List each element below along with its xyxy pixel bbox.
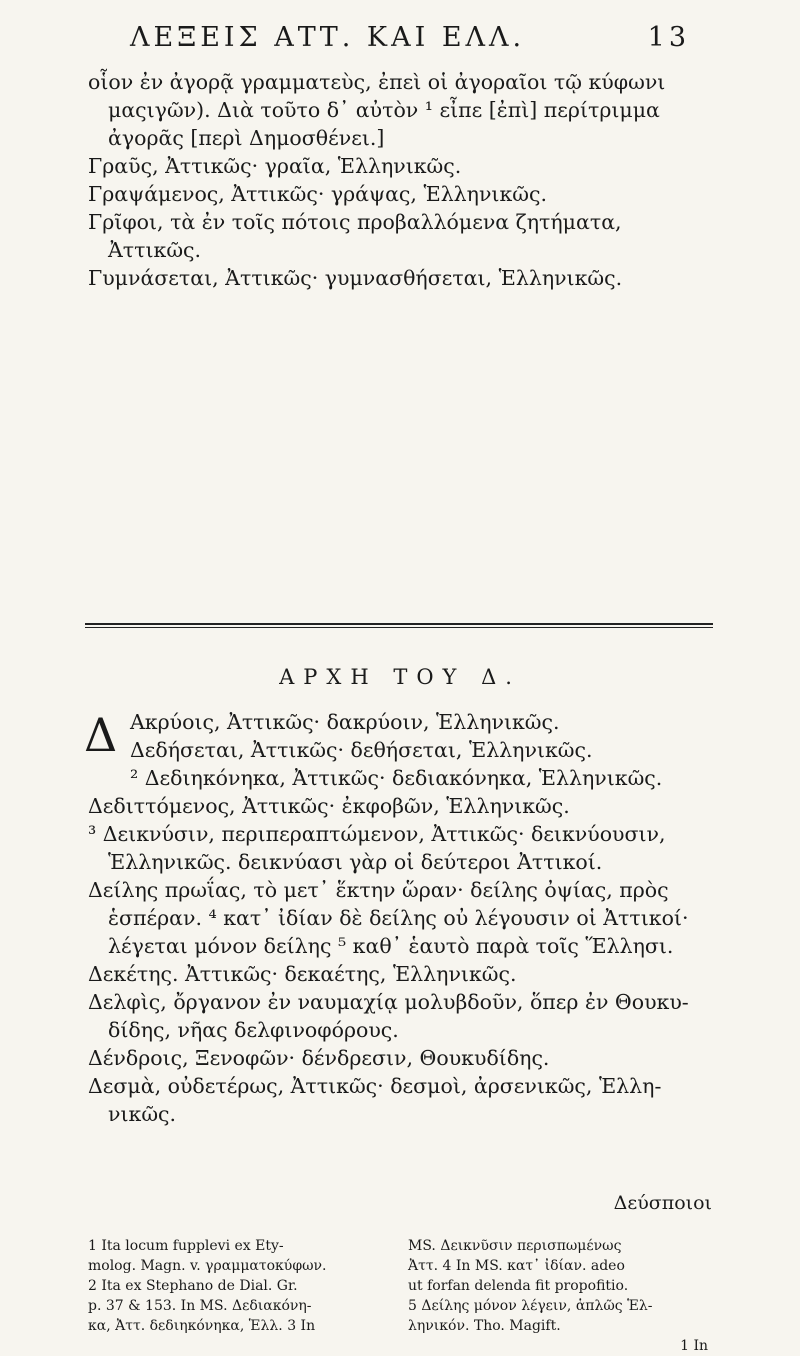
entry-line: ἀγορᾶς [περὶ Δημοσθένει.] xyxy=(108,126,385,150)
entry-line: Δεκέτης. Ἀττικῶς· δεκαέτης, Ἑλληνικῶς. xyxy=(88,962,517,986)
footnote-line: 5 Δείλης μόνον λέγειν, ἁπλῶς Ἑλ- xyxy=(408,1298,653,1314)
entry-line: Δείλης πρωΐας, τὸ μετ᾽ ἕκτην ὥραν· δείλης ὀψίας, πρὸς xyxy=(88,878,669,902)
entry-line: δίδης, νῆας δελφινοφόρους. xyxy=(108,1018,399,1042)
footnote-line: κα, Ἀττ. δεδιηκόνηκα, Ἑλλ. 3 In xyxy=(88,1318,316,1334)
footnote-line: MS. Δεικνῦσιν περισπωμένως xyxy=(408,1238,622,1254)
footnote-line: 2 Ita ex Stephano de Dial. Gr. xyxy=(88,1278,298,1294)
entry-line: Ακρύοις, Ἀττικῶς· δακρύοιν, Ἑλληνικῶς. xyxy=(130,710,560,734)
entry-line: οἷον ἐν ἀγορᾷ γραμματεὺς, ἐπεὶ οἱ ἀγοραῖοι τῷ κύφωνι xyxy=(88,70,666,94)
entry-line: Δεδήσεται, Ἀττικῶς· δεθήσεται, Ἑλληνικῶς. xyxy=(130,738,593,762)
entry-line: Δεδιττόμενος, Ἀττικῶς· ἐκφοβῶν, Ἑλληνικῶς. xyxy=(88,794,570,818)
footnote-line: molog. Magn. v. γραμματοκύφων. xyxy=(88,1258,327,1274)
entry-line: Δένδροις, Ξενοφῶν· δένδρεσιν, Θουκυδίδης. xyxy=(88,1046,550,1070)
footnotes-left-column xyxy=(88,1236,388,1336)
entry-line: Γραψάμενος, Ἀττικῶς· γράψας, Ἑλληνικῶς. xyxy=(88,182,547,206)
entry-line: Ἀττικῶς. xyxy=(108,238,202,262)
entry-line: Δεσμὰ, οὐδετέρως, Ἀττικῶς· δεσμοὶ, ἀρσενικῶς, Ἑλλη- xyxy=(88,1074,662,1098)
footnote-line: p. 37 & 153. In MS. Δεδιακόνη- xyxy=(88,1298,312,1314)
entry-line: ἑσπέραν. ⁴ κατ᾽ ἰδίαν δὲ δείλης οὐ λέγουσιν οἱ Ἀττικοί· xyxy=(108,906,689,930)
entry-line: Γρῖφοι, τὰ ἐν τοῖς πότοις προβαλλόμενα ζητήματα, xyxy=(88,210,622,234)
drop-capital: Δ xyxy=(84,708,118,762)
lexicon-entries-delta xyxy=(88,708,720,1128)
entry-line: ³ Δεικνύσιν, περιπεραπτώμενον, Ἀττικῶς· δεικνύουσιν, xyxy=(88,822,666,846)
lexicon-entries-top xyxy=(88,68,708,292)
section-rule xyxy=(85,623,713,625)
catchword: Δεύσποιοι xyxy=(613,1192,712,1214)
footnote-line: 1 Ita locum fupplevi ex Ety- xyxy=(88,1238,284,1254)
entry-line: ² Δεδιηκόνηκα, Ἀττικῶς· δεδιακόνηκα, Ἑλληνικῶς. xyxy=(130,766,663,790)
entry-line: Γραῦς, Ἀττικῶς· γραῖα, Ἑλληνικῶς. xyxy=(88,154,462,178)
entry-line: μαςιγῶν). Διὰ τοῦτο δ᾽ αὐτὸν ¹ εἶπε [ἐπὶ] περίτριμμα xyxy=(108,98,660,122)
footnote-line: ληνικόν. Tho. Magift. xyxy=(408,1318,561,1334)
entry-line: λέγεται μόνον δείλης ⁵ καθ᾽ ἑαυτὸ παρὰ τοῖς Ἕλλησι. xyxy=(108,934,674,958)
running-title: ΛΕΞΕΙΣ ΑΤΤ. ΚΑΙ ΕΛΛ. xyxy=(130,22,526,53)
footnote-catchword: 1 In xyxy=(680,1338,708,1354)
entry-line: Ἑλληνικῶς. δεικνύασι γὰρ οἱ δεύτεροι Ἀττικοί. xyxy=(108,850,603,874)
footnote-line: ut forfan delenda fit propofitio. xyxy=(408,1278,629,1294)
chapter-heading: ΑΡΧΗ ΤΟΥ Δ. xyxy=(279,665,521,689)
section-rule-thin xyxy=(85,627,713,628)
entry-line: Γυμνάσεται, Ἀττικῶς· γυμνασθήσεται, Ἑλληνικῶς. xyxy=(88,266,623,290)
entry-line: νικῶς. xyxy=(108,1102,177,1126)
page-number: 13 xyxy=(647,22,690,53)
footnote-line: Ἀττ. 4 In MS. κατ᾽ ἰδίαν. adeo xyxy=(408,1258,625,1274)
entry-line: Δελφὶς, ὄργανον ἐν ναυμαχίᾳ μολυβδοῦν, ὅπερ ἐν Θουκυ- xyxy=(88,990,689,1014)
footnotes-right-column xyxy=(408,1236,708,1356)
